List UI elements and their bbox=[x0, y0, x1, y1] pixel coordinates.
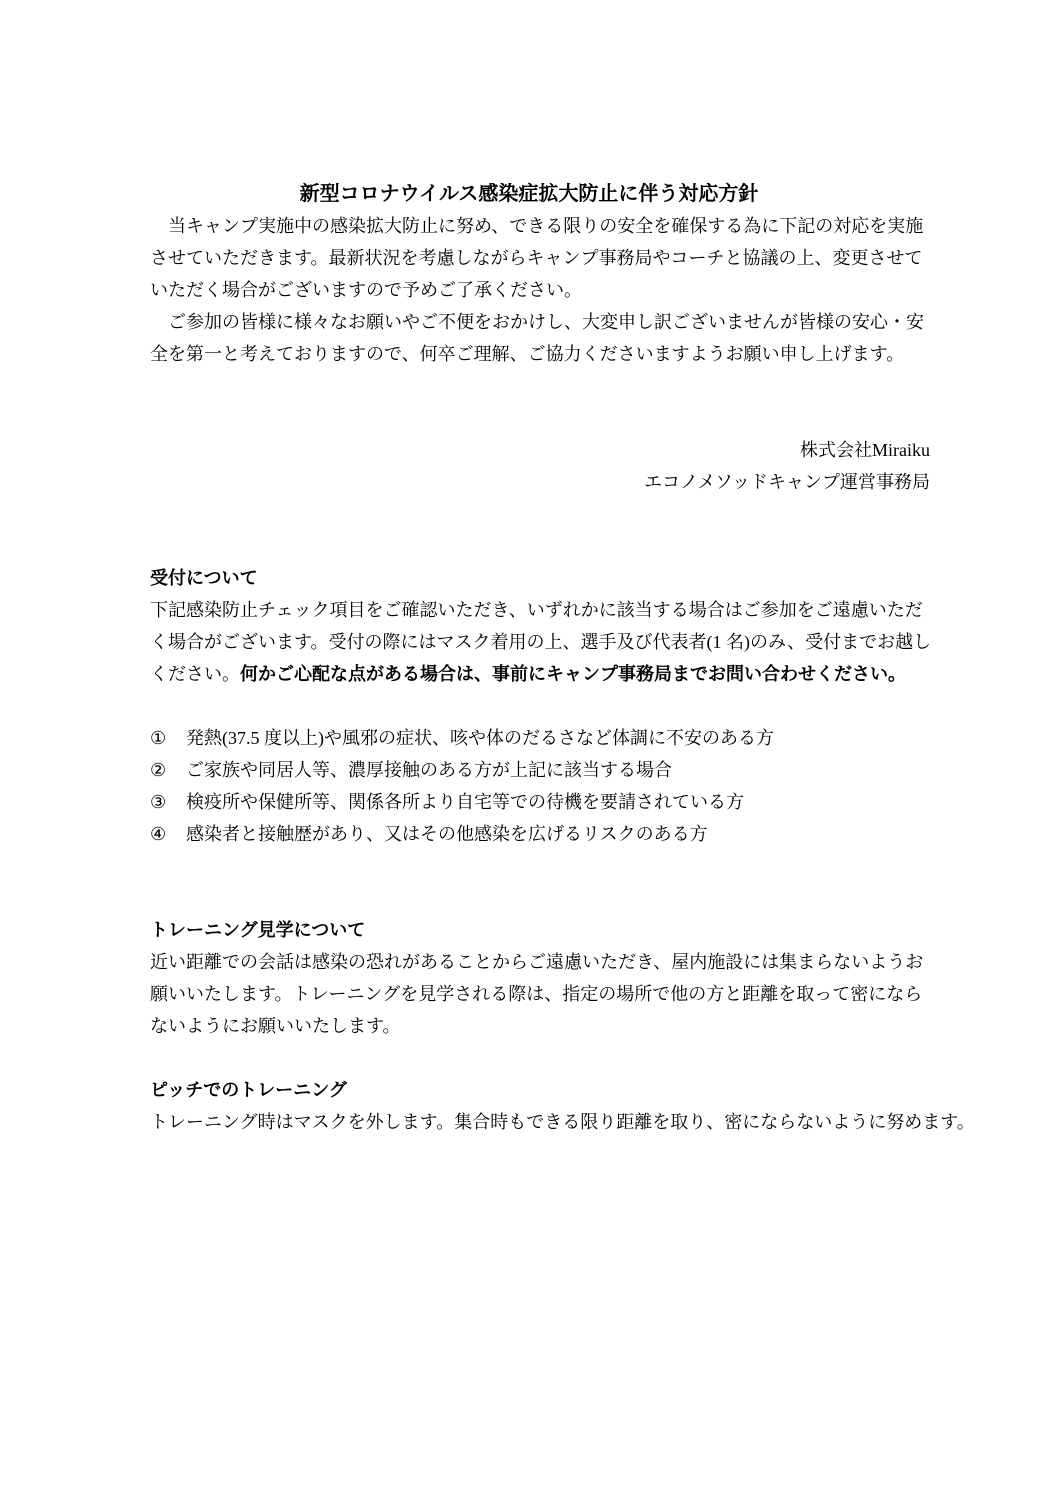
reception-body-normal: 下記感染防止チェック項目をご確認いただき、いずれかに該当する場合はご参加をご遠慮いただく場合がございます。受付の際にはマスク着用の上、選手及び代表者(1 名)のみ、受付までお越しください。 bbox=[150, 600, 932, 684]
section-heading-training-visit: トレーニング見学について bbox=[150, 920, 366, 940]
section-heading-reception: 受付について bbox=[150, 568, 258, 588]
circled-number-2: ② bbox=[150, 760, 167, 780]
infection-checklist bbox=[150, 722, 940, 850]
pitch-training-paragraph: トレーニング時はマスクを外します。集合時もできる限り距離を取り、密にならないように努めます。 bbox=[150, 1112, 975, 1132]
checklist-item-text: 検疫所や保健所等、関係各所より自宅等での待機を要請されている方 bbox=[186, 792, 744, 812]
checklist-item bbox=[150, 818, 940, 850]
checklist-item-text: 感染者と接触歴があり、又はその他感染を広げるリスクのある方 bbox=[186, 824, 708, 844]
signature-company: 株式会社Miraiku bbox=[800, 440, 930, 460]
checklist-item-text: ご家族や同居人等、濃厚接触のある方が上記に該当する場合 bbox=[186, 760, 672, 780]
document-body bbox=[150, 210, 975, 1138]
reception-body-bold: 何かご心配な点がある場合は、事前にキャンプ事務局までお問い合わせください。 bbox=[240, 664, 906, 684]
section-heading-pitch-training: ピッチでのトレーニング bbox=[150, 1080, 347, 1100]
document-title: 新型コロナウイルス感染症拡大防止に伴う対応方針 bbox=[299, 183, 759, 205]
intro-paragraph-1: 当キャンプ実施中の感染拡大防止に努め、できる限りの安全を確保する為に下記の対応を実施させていただきます。最新状況を考慮しながらキャンプ事務局やコーチと協議の上、変更させていただく場合がございますので予めご了承ください。 bbox=[150, 216, 924, 300]
checklist-item-text: 発熱(37.5 度以上)や風邪の症状、咳や体のだるさなど体調に不安のある方 bbox=[186, 728, 774, 748]
checklist-item bbox=[150, 786, 940, 818]
reception-paragraph bbox=[150, 594, 940, 690]
checklist-item bbox=[150, 722, 940, 754]
circled-number-4: ④ bbox=[150, 824, 167, 844]
circled-number-1: ① bbox=[150, 728, 167, 748]
checklist-item bbox=[150, 754, 940, 786]
circled-number-3: ③ bbox=[150, 792, 167, 812]
training-visit-paragraph: 近い距離での会話は感染の恐れがあることからご遠慮いただき、屋内施設には集まらないようお願いいたします。トレーニングを見学される際は、指定の場所で他の方と距離を取って密にならないようにお願いいたします。 bbox=[150, 952, 924, 1036]
signature-block bbox=[150, 434, 940, 498]
intro-paragraph-2: ご参加の皆様に様々なお願いやご不便をおかけし、大変申し訳ございませんが皆様の安心・安全を第一と考えておりますので、何卒ご理解、ご協力くださいますようお願い申し上げます。 bbox=[150, 312, 924, 364]
signature-office: エコノメソッドキャンプ運営事務局 bbox=[644, 472, 930, 492]
